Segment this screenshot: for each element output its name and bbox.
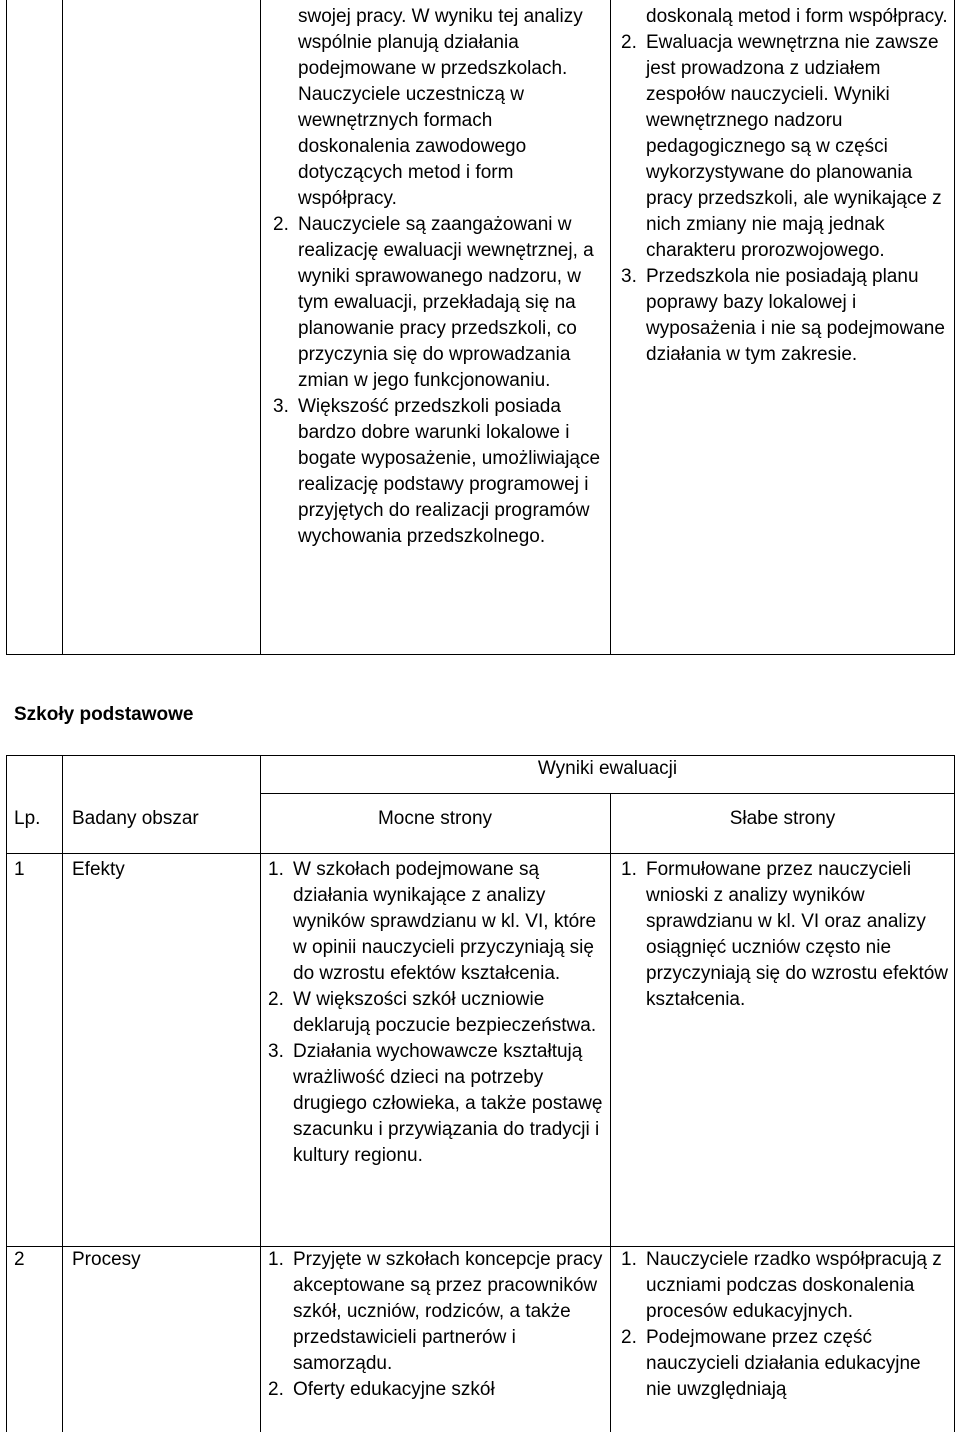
item-number: 1. (621, 1249, 637, 1270)
strengths-continuation: swojej pracy. W wyniku tej analizy wspólnie planują działania podejmowane w przedszkolach. Nauczyciele uczestniczą w wewnętrznych formach doskonalenia zawodowego dotyczących metod i form współpracy. (298, 6, 583, 209)
weaknesses-cell (621, 857, 949, 1013)
item-number: 1. (268, 859, 284, 880)
row-lp: 2 (14, 1249, 25, 1270)
strengths-cell (268, 857, 603, 1169)
table-border (260, 0, 261, 655)
table-border (954, 0, 955, 655)
item-number: 2. (621, 1327, 637, 1348)
item-text: Przedszkola nie posiadają planu poprawy bazy lokalowej i wyposażenia i nie są podejmowane działania w tym zakresie. (646, 266, 945, 365)
list-item (273, 394, 603, 550)
item-text: Nauczyciele są zaangażowani w realizację ewaluacji wewnętrznej, a wyniki sprawowanego nadzoru, w tym ewaluacji, przekładają się na planowanie pracy przedszkoli, co przyczynia się do wprowadzania zmian w jego funkcjonowaniu. (298, 214, 594, 391)
col-weaknesses: Słabe strony (729, 808, 836, 829)
table-border (610, 0, 611, 655)
strengths-cell (273, 4, 603, 550)
item-text: W szkołach podejmowane są działania wynikające z analizy wyników sprawdzianu w kl. VI, które w opinii nauczycieli przyczyniają się do wzrostu efektów kształcenia. (293, 859, 597, 984)
row-lp: 1 (14, 859, 25, 880)
list-item (268, 1377, 603, 1403)
strengths-list (273, 212, 603, 550)
list-item (621, 1325, 949, 1403)
list-item (621, 264, 949, 368)
item-text: Ewaluacja wewnętrzna nie zawsze jest prowadzona z udziałem zespołów nauczycieli. Wyniki wewnętrznego nadzoru pedagogicznego są w części wykorzystywane do planowania pracy przedszkoli, ale wynikające z nich zmiany nie mają jednak charakteru prorozwojowego. (646, 32, 942, 261)
item-number: 1. (268, 1249, 284, 1270)
table-border (260, 755, 261, 1432)
table-border (62, 0, 63, 655)
item-text: W większości szkół uczniowie deklarują poczucie bezpieczeństwa. (293, 989, 597, 1036)
weaknesses-cell (621, 1247, 949, 1403)
col-lp: Lp. (14, 808, 41, 829)
item-number: 2. (273, 214, 289, 235)
list-item (268, 987, 603, 1039)
weaknesses-continuation: doskonalą metod i form współpracy. (646, 6, 948, 27)
row-area: Efekty (72, 859, 125, 880)
header-group: Wyniki ewaluacji (537, 758, 678, 779)
list-item (268, 857, 603, 987)
item-number: 2. (621, 32, 637, 53)
item-text: Działania wychowawcze kształtują wrażliwość dzieci na potrzeby drugiego człowieka, a także postawę szacunku i przywiązania do tradycji i kultury regionu. (293, 1041, 603, 1166)
col-area: Badany obszar (72, 808, 199, 829)
strengths-list (268, 1247, 603, 1403)
table-border (62, 755, 63, 1432)
list-item (621, 857, 949, 1013)
row-area: Procesy (72, 1249, 141, 1270)
item-number: 3. (273, 396, 289, 417)
strengths-cell (268, 1247, 603, 1403)
strengths-list (268, 857, 603, 1169)
weaknesses-list (621, 857, 949, 1013)
item-text: Formułowane przez nauczycieli wnioski z analizy wyników sprawdzianu w kl. VI oraz analizy osiągnięć uczniów często nie przyczyniają się do wzrostu efektów kształcenia. (646, 859, 949, 1010)
item-text: Większość przedszkoli posiada bardzo dobre warunki lokalowe i bogate wyposażenie, umożliwiające realizację podstawy programowej i przyjętych do realizacji programów wychowania przedszkolnego. (298, 396, 601, 547)
item-number: 3. (621, 266, 637, 287)
list-item (268, 1247, 603, 1377)
table-border (260, 793, 955, 794)
weaknesses-list (621, 1247, 949, 1403)
weaknesses-cell (621, 4, 949, 368)
table-border (954, 755, 955, 1432)
weaknesses-list (621, 30, 949, 368)
list-item (621, 1247, 949, 1325)
col-strengths: Mocne strony (377, 808, 493, 829)
table-border (6, 755, 7, 1432)
item-text: Oferty edukacyjne szkół (293, 1379, 495, 1400)
item-text: Nauczyciele rzadko współpracują z uczniami podczas doskonalenia procesów edukacyjnych. (646, 1249, 942, 1322)
item-number: 1. (621, 859, 637, 880)
item-number: 2. (268, 989, 284, 1010)
list-item (268, 1039, 603, 1169)
list-item (621, 30, 949, 264)
table-border (6, 853, 955, 854)
item-text: Podejmowane przez część nauczycieli działania edukacyjne nie uwzględniają (646, 1327, 921, 1400)
section-title: Szkoły podstawowe (14, 704, 194, 725)
table-border (6, 654, 955, 655)
table-border (6, 0, 7, 655)
item-text: Przyjęte w szkołach koncepcje pracy akceptowane są przez pracowników szkół, uczniów, rodziców, a także przedstawicieli partnerów i samorządu. (293, 1249, 603, 1374)
item-number: 2. (268, 1379, 284, 1400)
item-number: 3. (268, 1041, 284, 1062)
table-border (610, 793, 611, 1432)
list-item (273, 212, 603, 394)
